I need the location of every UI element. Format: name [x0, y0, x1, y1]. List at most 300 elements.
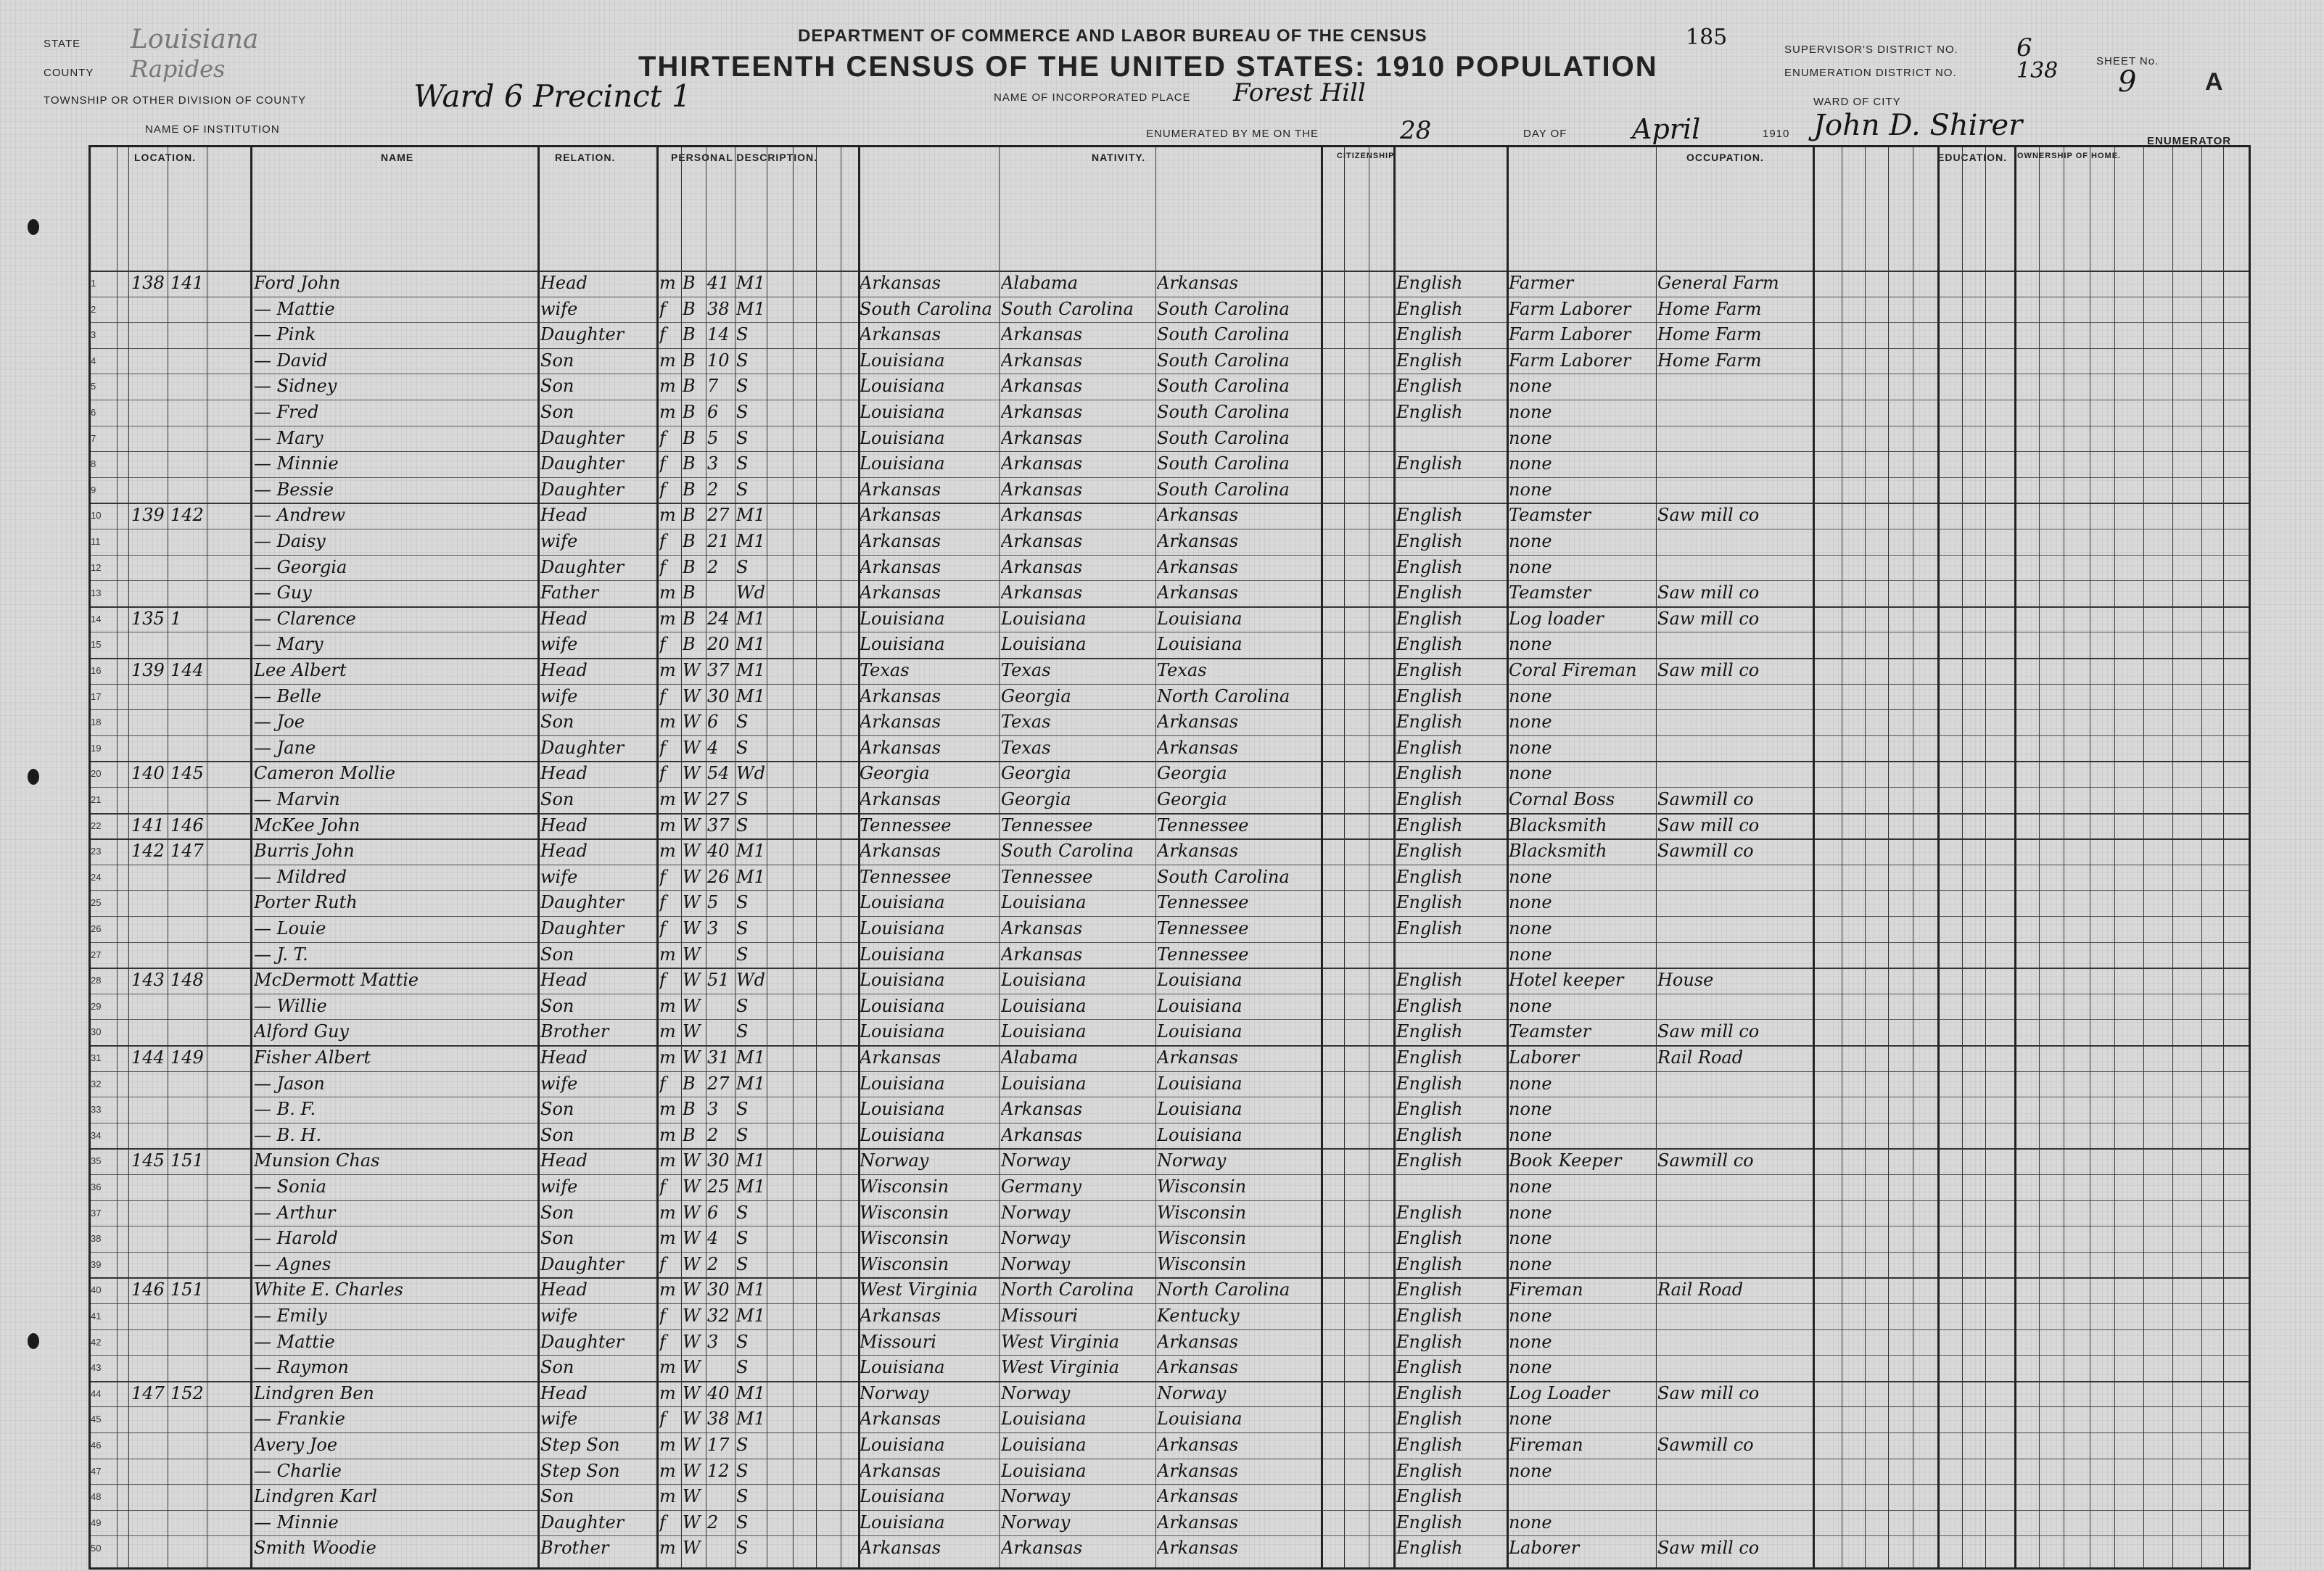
row-race: W	[683, 1228, 701, 1249]
row-age: 37	[707, 815, 730, 836]
row-sex: m	[659, 1279, 676, 1300]
row-father: Tennessee	[1001, 866, 1093, 887]
row-birth: Arkansas	[860, 737, 941, 758]
row-language: English	[1396, 841, 1463, 862]
row-age: 38	[707, 1409, 730, 1430]
row-trade: Farm Laborer	[1509, 350, 1631, 371]
row-father: Norway	[1001, 1228, 1071, 1249]
row-family: 151	[170, 1150, 204, 1171]
row-sex: f	[659, 1409, 666, 1430]
row-mother: Norway	[1157, 1382, 1227, 1403]
row-marital: M1	[736, 1047, 765, 1068]
row-sex: m	[659, 841, 676, 862]
row-name: — Sonia	[254, 1176, 326, 1197]
row-sex: f	[659, 970, 666, 991]
grid-column-rule	[250, 147, 252, 1567]
row-sex: f	[659, 1176, 666, 1197]
row-mother: Arkansas	[1157, 556, 1239, 577]
row-age: 24	[707, 608, 730, 629]
row-race: W	[683, 1538, 701, 1559]
row-trade: none	[1509, 1176, 1552, 1197]
row-sex: m	[659, 712, 676, 733]
row-race: B	[683, 453, 696, 474]
row-father: Arkansas	[1001, 582, 1083, 603]
grid-column-rule	[1656, 147, 1657, 1567]
row-age: 4	[707, 737, 719, 758]
row-line: 21	[91, 794, 102, 805]
row-father: Arkansas	[1001, 918, 1083, 939]
stamp-number: 185	[1686, 25, 1728, 50]
row-sex: m	[659, 944, 676, 965]
row-name: — Mattie	[254, 298, 335, 319]
row-name: — David	[254, 350, 328, 371]
row-age: 6	[707, 1202, 719, 1223]
row-family: 147	[170, 841, 204, 862]
row-age: 30	[707, 1150, 730, 1171]
row-birth: Louisiana	[860, 608, 945, 629]
row-relation: Brother	[540, 1021, 609, 1042]
row-marital: M1	[736, 298, 765, 319]
row-language: English	[1396, 531, 1463, 551]
row-language: English	[1396, 505, 1463, 526]
row-name: — Andrew	[254, 505, 345, 526]
row-relation: Head	[540, 273, 588, 293]
row-language: English	[1396, 918, 1463, 939]
row-age: 51	[707, 970, 730, 991]
row-race: B	[683, 531, 696, 551]
grid-column-rule	[816, 147, 817, 1567]
row-mother: Arkansas	[1157, 1538, 1239, 1559]
row-sex: m	[659, 1435, 676, 1455]
row-mother: South Carolina	[1157, 350, 1290, 371]
row-race: B	[683, 273, 696, 293]
row-language: English	[1396, 1409, 1463, 1430]
row-language: English	[1396, 866, 1463, 887]
row-mother: Georgia	[1157, 789, 1227, 809]
row-mother: Arkansas	[1157, 737, 1239, 758]
row-race: W	[683, 1202, 701, 1223]
row-industry: Saw mill co	[1657, 660, 1760, 680]
row-language: English	[1396, 970, 1463, 991]
row-marital: S	[736, 1124, 749, 1145]
row-birth: Arkansas	[860, 582, 941, 603]
row-relation: Head	[540, 505, 588, 526]
row-race: W	[683, 1409, 701, 1430]
row-age: 2	[707, 479, 719, 500]
row-industry: Saw mill co	[1657, 815, 1760, 836]
row-father: Norway	[1001, 1202, 1071, 1223]
sheet-letter: A	[2205, 68, 2223, 96]
row-family: 152	[170, 1382, 204, 1403]
row-trade: none	[1509, 453, 1552, 474]
row-line: 9	[91, 484, 96, 495]
row-name: Avery Joe	[254, 1435, 338, 1455]
row-trade: Farmer	[1509, 273, 1574, 293]
row-name: — Daisy	[254, 531, 326, 551]
row-age: 38	[707, 298, 730, 319]
row-sex: f	[659, 737, 666, 758]
row-sex: f	[659, 634, 666, 655]
row-name: — B. F.	[254, 1099, 316, 1120]
row-mother: Louisiana	[1157, 1124, 1243, 1145]
row-line: 30	[91, 1026, 102, 1038]
row-father: West Virginia	[1001, 1331, 1120, 1352]
row-trade: none	[1509, 1099, 1552, 1120]
col-nativity: NATIVITY.	[1092, 152, 1146, 163]
row-race: B	[683, 350, 696, 371]
row-age: 3	[707, 1331, 719, 1352]
row-marital: Wd	[736, 763, 765, 784]
row-relation: Son	[540, 712, 574, 733]
row-relation: Daughter	[540, 479, 625, 500]
row-sex: f	[659, 866, 666, 887]
row-relation: Daughter	[540, 324, 625, 345]
row-line: 2	[91, 303, 96, 315]
row-mother: Georgia	[1157, 763, 1227, 784]
row-name: — Jason	[254, 1073, 325, 1094]
row-mother: South Carolina	[1157, 298, 1290, 319]
row-mother: Louisiana	[1157, 1021, 1243, 1042]
row-line: 15	[91, 639, 102, 651]
row-relation: Daughter	[540, 427, 625, 448]
row-marital: S	[736, 453, 749, 474]
row-relation: Son	[540, 789, 574, 809]
row-relation: Daughter	[540, 1253, 625, 1274]
row-race: B	[683, 298, 696, 319]
row-birth: Arkansas	[860, 324, 941, 345]
row-relation: Daughter	[540, 556, 625, 577]
row-race: W	[683, 918, 701, 939]
binder-hole	[28, 1333, 39, 1349]
row-dwelling: 135	[131, 608, 165, 629]
row-name: — Mattie	[254, 1331, 335, 1352]
row-father: Arkansas	[1001, 427, 1083, 448]
row-line: 17	[91, 690, 102, 702]
row-relation: wife	[540, 866, 578, 887]
row-birth: Wisconsin	[860, 1228, 949, 1249]
row-name: — Arthur	[254, 1202, 336, 1223]
row-industry: Rail Road	[1657, 1047, 1744, 1068]
row-name: — Harold	[254, 1228, 338, 1249]
row-race: W	[683, 712, 701, 733]
row-age: 2	[707, 1512, 719, 1533]
row-relation: Son	[540, 1099, 574, 1120]
row-trade: Laborer	[1509, 1047, 1580, 1068]
row-industry: Home Farm	[1657, 324, 1762, 345]
row-relation: Brother	[540, 1538, 609, 1559]
row-relation: wife	[540, 298, 578, 319]
row-age: 31	[707, 1047, 730, 1068]
row-father: Arkansas	[1001, 376, 1083, 397]
row-relation: Daughter	[540, 892, 625, 913]
row-race: W	[683, 660, 701, 680]
row-relation: Son	[540, 350, 574, 371]
row-family: 141	[170, 273, 204, 293]
row-age: 3	[707, 1099, 719, 1120]
row-trade: Blacksmith	[1509, 815, 1607, 836]
county-label: COUNTY	[44, 67, 94, 79]
col-education: EDUCATION.	[1937, 152, 2008, 163]
row-relation: Daughter	[540, 453, 625, 474]
row-line: 1	[91, 278, 96, 289]
row-birth: Arkansas	[860, 1409, 941, 1430]
row-relation: Son	[540, 1357, 574, 1378]
row-mother: Tennessee	[1157, 815, 1249, 836]
row-sex: m	[659, 660, 676, 680]
row-line: 41	[91, 1311, 102, 1321]
row-sex: m	[659, 789, 676, 809]
row-father: Louisiana	[1001, 634, 1087, 655]
census-grid	[88, 145, 2251, 1570]
row-relation: Head	[540, 841, 588, 862]
row-race: B	[683, 324, 696, 345]
row-father: South Carolina	[1001, 841, 1134, 862]
row-race: W	[683, 1176, 701, 1197]
row-mother: Wisconsin	[1157, 1202, 1247, 1223]
row-birth: West Virginia	[860, 1279, 978, 1300]
row-mother: Louisiana	[1157, 970, 1243, 991]
row-line: 50	[91, 1543, 102, 1554]
row-father: Georgia	[1001, 789, 1071, 809]
row-trade: Book Keeper	[1509, 1150, 1622, 1171]
row-age: 3	[707, 918, 719, 939]
row-age: 27	[707, 789, 730, 809]
row-name: — Mildred	[254, 866, 347, 887]
row-line: 36	[91, 1182, 102, 1192]
row-sex: f	[659, 427, 666, 448]
row-relation: wife	[540, 685, 578, 706]
row-birth: Wisconsin	[860, 1176, 949, 1197]
row-marital: S	[736, 1435, 749, 1455]
row-sex: m	[659, 1202, 676, 1223]
row-mother: South Carolina	[1157, 427, 1290, 448]
row-relation: Son	[540, 995, 574, 1016]
row-language: English	[1396, 1538, 1463, 1559]
row-marital: S	[736, 815, 749, 836]
row-line: 18	[91, 717, 102, 728]
row-trade: Fireman	[1509, 1279, 1583, 1300]
row-age: 14	[707, 324, 730, 345]
row-race: W	[683, 685, 701, 706]
row-line: 26	[91, 923, 102, 934]
row-father: Arkansas	[1001, 453, 1083, 474]
col-ownership: OWNERSHIP OF HOME.	[2017, 152, 2122, 160]
row-father: Alabama	[1001, 1047, 1079, 1068]
row-marital: S	[736, 479, 749, 500]
row-language: English	[1396, 1150, 1463, 1171]
grid-column-rule	[1962, 147, 1963, 1567]
row-birth: Louisiana	[860, 453, 945, 474]
row-sex: f	[659, 892, 666, 913]
row-father: Missouri	[1001, 1306, 1078, 1326]
row-sex: m	[659, 1047, 676, 1068]
row-birth: Louisiana	[860, 1512, 945, 1533]
row-name: McDermott Mattie	[254, 970, 419, 991]
row-father: Texas	[1001, 660, 1051, 680]
enumerated-label: ENUMERATED BY ME ON THE	[1146, 128, 1319, 140]
row-marital: S	[736, 556, 749, 577]
row-language: English	[1396, 789, 1463, 809]
row-father: Arkansas	[1001, 350, 1083, 371]
row-name: — Emily	[254, 1306, 327, 1326]
row-name: Lee Albert	[254, 660, 347, 680]
month-value: April	[1632, 113, 1701, 145]
row-language: English	[1396, 995, 1463, 1016]
row-relation: Step Son	[540, 1460, 620, 1481]
row-birth: Arkansas	[860, 273, 941, 293]
year-label: 1910	[1763, 128, 1790, 140]
grid-column-rule	[656, 147, 659, 1567]
row-line: 10	[91, 510, 102, 521]
row-trade: Teamster	[1509, 1021, 1591, 1042]
grid-column-rule	[1344, 147, 1345, 1567]
row-father: Norway	[1001, 1486, 1071, 1507]
row-name: — J. T.	[254, 944, 308, 965]
row-mother: Kentucky	[1157, 1306, 1240, 1326]
col-occupation: OCCUPATION.	[1686, 152, 1764, 163]
row-line: 34	[91, 1129, 102, 1141]
row-mother: Texas	[1157, 660, 1207, 680]
row-relation: Head	[540, 970, 588, 991]
row-language: English	[1396, 1357, 1463, 1378]
row-race: W	[683, 892, 701, 913]
row-age: 30	[707, 1279, 730, 1300]
row-father: Louisiana	[1001, 608, 1087, 629]
row-mother: Louisiana	[1157, 1073, 1243, 1094]
row-industry: Saw mill co	[1657, 608, 1760, 629]
row-marital: S	[736, 1331, 749, 1352]
row-name: Lindgren Ben	[254, 1382, 374, 1403]
row-birth: South Carolina	[860, 298, 992, 319]
row-mother: Arkansas	[1157, 505, 1239, 526]
row-line: 24	[91, 871, 102, 883]
row-family: 142	[170, 505, 204, 526]
grid-column-rule	[1865, 147, 1866, 1567]
row-dwelling: 147	[131, 1382, 165, 1403]
grid-column-rule	[1813, 147, 1815, 1567]
row-name: — Bessie	[254, 479, 334, 500]
row-marital: M1	[736, 608, 765, 629]
row-race: B	[683, 634, 696, 655]
row-name: Fisher Albert	[254, 1047, 371, 1068]
row-relation: Head	[540, 1279, 588, 1300]
row-industry: Sawmill co	[1657, 841, 1754, 862]
row-name: — Jane	[254, 737, 316, 758]
grid-column-rule	[1155, 147, 1156, 1567]
row-industry: Sawmill co	[1657, 1150, 1754, 1171]
row-name: — Mary	[254, 427, 324, 448]
row-father: Norway	[1001, 1512, 1071, 1533]
row-marital: M1	[736, 1306, 765, 1326]
row-race: W	[683, 1460, 701, 1481]
row-line: 48	[91, 1491, 102, 1503]
binder-hole	[28, 219, 39, 235]
row-father: North Carolina	[1001, 1279, 1134, 1300]
enumerated-day: 28	[1400, 116, 1432, 145]
grid-column-rule	[2039, 147, 2040, 1567]
row-sex: m	[659, 608, 676, 629]
row-birth: Louisiana	[860, 995, 945, 1016]
row-name: Ford John	[254, 273, 341, 293]
enumerator-label: ENUMERATOR	[2147, 135, 2232, 147]
grid-column-rule	[537, 147, 540, 1567]
row-birth: Louisiana	[860, 376, 945, 397]
row-relation: Son	[540, 402, 574, 422]
row-dwelling: 146	[131, 1279, 165, 1300]
row-marital: M1	[736, 505, 765, 526]
row-relation: Son	[540, 1124, 574, 1145]
row-relation: Father	[540, 582, 599, 603]
row-race: W	[683, 1435, 701, 1455]
col-personal: PERSONAL DESCRIPTION.	[671, 152, 817, 163]
row-race: W	[683, 1253, 701, 1274]
row-line: 42	[91, 1336, 102, 1348]
row-age: 2	[707, 1253, 719, 1274]
row-trade: none	[1509, 556, 1552, 577]
row-father: Louisiana	[1001, 892, 1087, 913]
row-marital: S	[736, 324, 749, 345]
row-sex: m	[659, 1228, 676, 1249]
row-trade: Teamster	[1509, 505, 1591, 526]
row-birth: Arkansas	[860, 479, 941, 500]
row-birth: Louisiana	[860, 892, 945, 913]
row-mother: Arkansas	[1157, 1357, 1239, 1378]
row-relation: Head	[540, 1150, 588, 1171]
row-name: Munsion Chas	[254, 1150, 380, 1171]
row-sex: m	[659, 1382, 676, 1403]
row-industry: House	[1657, 970, 1714, 991]
row-race: W	[683, 1047, 701, 1068]
row-dwelling: 144	[131, 1047, 165, 1068]
row-mother: Arkansas	[1157, 1486, 1239, 1507]
row-marital: S	[736, 1512, 749, 1533]
row-father: Alabama	[1001, 273, 1079, 293]
row-language: English	[1396, 660, 1463, 680]
row-sex: f	[659, 685, 666, 706]
row-trade: none	[1509, 479, 1552, 500]
row-name: — Marvin	[254, 789, 340, 809]
row-birth: Arkansas	[860, 685, 941, 706]
row-birth: Arkansas	[860, 712, 941, 733]
row-sex: m	[659, 1150, 676, 1171]
row-marital: M1	[736, 660, 765, 680]
row-age: 25	[707, 1176, 730, 1197]
row-trade: none	[1509, 1460, 1552, 1481]
row-relation: Head	[540, 1047, 588, 1068]
row-relation: Son	[540, 1202, 574, 1223]
grid-column-rule	[2143, 147, 2144, 1567]
row-family: 148	[170, 970, 204, 991]
enumerator-name: John D. Shirer	[1813, 109, 2023, 142]
binder-hole	[28, 769, 39, 785]
row-family: 149	[170, 1047, 204, 1068]
row-race: W	[683, 1331, 701, 1352]
row-trade: none	[1509, 1409, 1552, 1430]
row-line: 39	[91, 1258, 102, 1270]
state-value: Louisiana	[131, 25, 259, 54]
row-line: 6	[91, 407, 96, 418]
row-birth: Louisiana	[860, 1099, 945, 1120]
row-marital: M1	[736, 1176, 765, 1197]
row-age: 54	[707, 763, 730, 784]
row-father: West Virginia	[1001, 1357, 1120, 1378]
grid-column-rule	[1507, 147, 1509, 1567]
row-industry: Saw mill co	[1657, 1382, 1760, 1403]
row-relation: wife	[540, 1073, 578, 1094]
row-trade: none	[1509, 531, 1552, 551]
row-name: — Minnie	[254, 453, 339, 474]
row-line: 37	[91, 1207, 102, 1219]
